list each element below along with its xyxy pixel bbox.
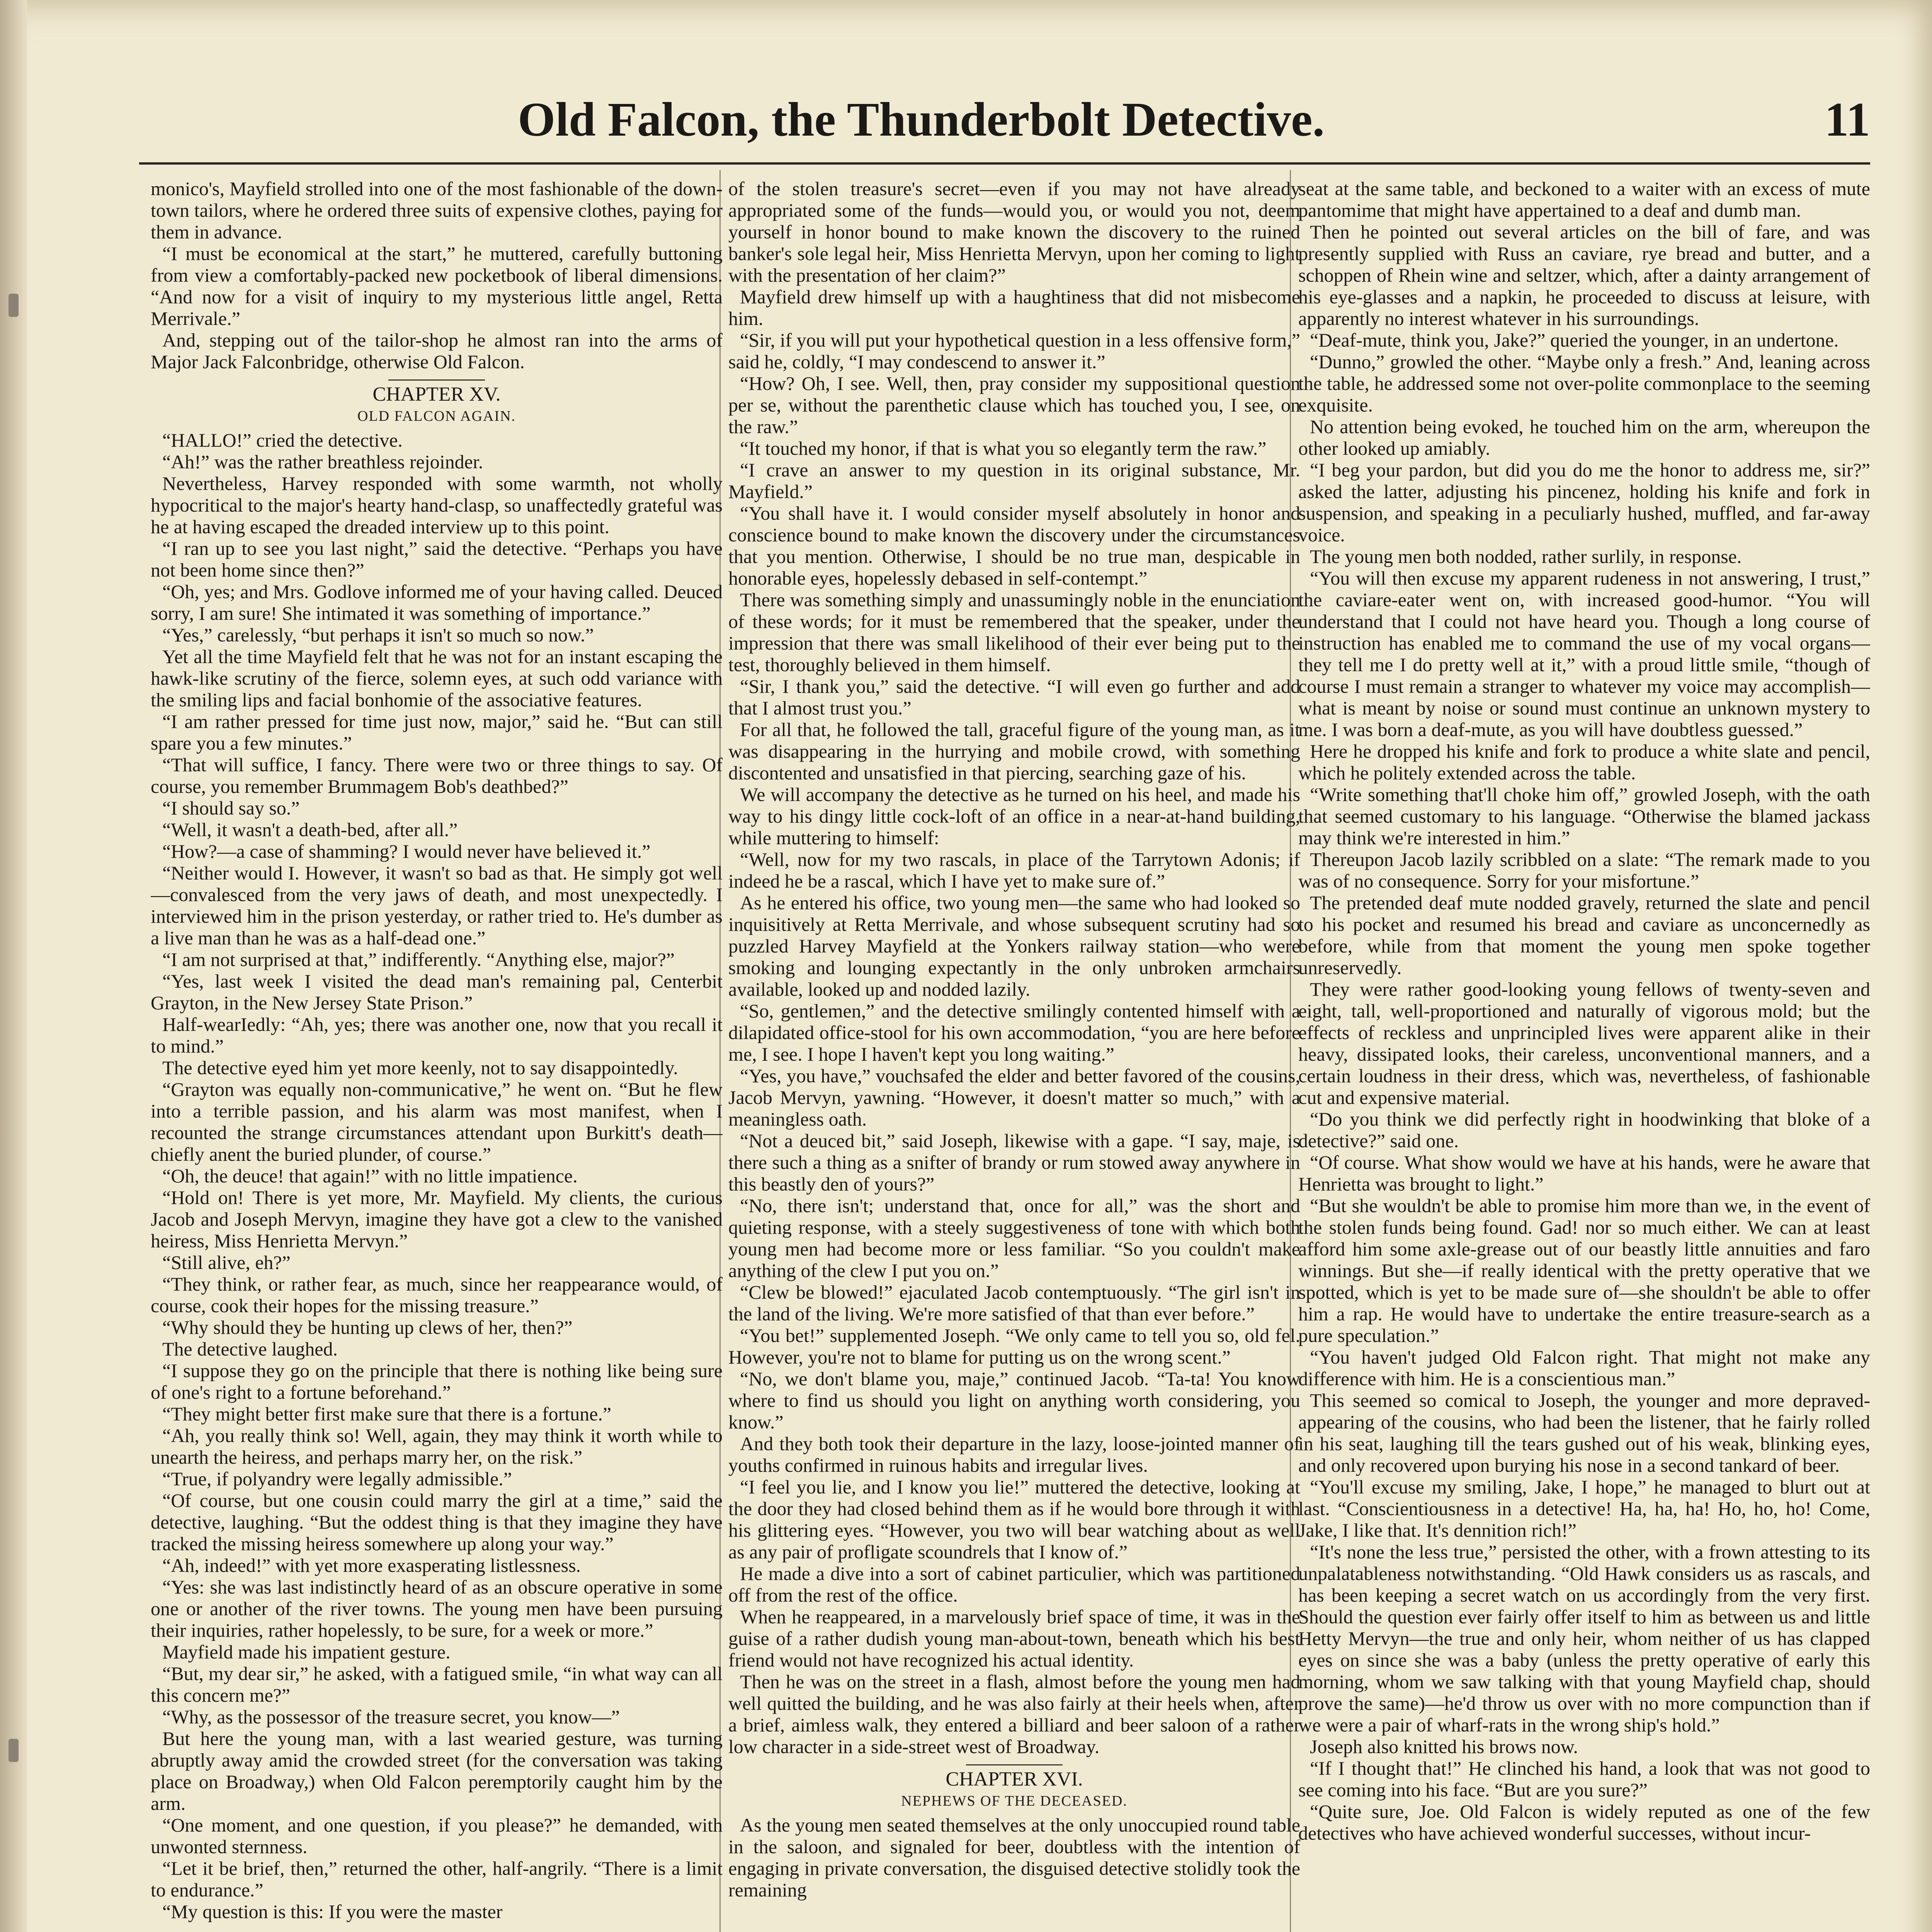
paragraph: This seemed so comical to Joseph, the younger and more depraved-appearing of the cousins, who had been the listener, that he fairly rolled in his seat, laughing till the tears gushed out of his weak, blinking eyes, and only recovered upon burying his nose in a second tankard of beer. <box>1298 1389 1870 1476</box>
text-column-3 <box>1298 178 1870 1932</box>
paragraph: And, stepping out of the tailor-shop he almost ran into the arms of Major Jack Falconbridge, otherwise Old Falcon. <box>151 329 723 372</box>
chapter-subtitle: OLD FALCON AGAIN. <box>357 408 516 424</box>
section-divider <box>388 379 485 381</box>
paragraph: “I am not surprised at that,” indifferently. “Anything else, major?” <box>162 949 675 970</box>
paragraph: Half-wearIedly: “Ah, yes; there was another one, now that you recall it to mind.” <box>151 1014 723 1057</box>
paragraph: “True, if polyandry were legally admissible.” <box>162 1468 512 1490</box>
running-head-title: Old Falcon, the Thunderbolt Detective. <box>518 93 1325 146</box>
paragraph: “Ah!” was the rather breathless rejoinder. <box>162 451 483 473</box>
paragraph: “Ah, indeed!” with yet more exasperating listlessness. <box>162 1554 581 1576</box>
paragraph: “Ah, you really think so! Well, again, they may think it worth while to unearth the heiress, and perhaps marry her, on the risk.” <box>151 1425 723 1468</box>
paragraph: They were rather good-looking young fellows of twenty-seven and eight, tall, well-proportioned and naturally of vigorous mold; but the effects of reckless and unprincipled lives were apparent alike in their heavy, dissipated looks, their careless, unconventional manners, and a certain loudness in their dress, which was, nevertheless, of fashionable cut and expensive material. <box>1298 978 1870 1108</box>
paragraph: Yet all the time Mayfield felt that he was not for an instant escaping the hawk-like scrutiny of the fierce, solemn eyes, at such odd variance with the smiling lips and facial bonhomie of the associative features. <box>151 646 723 711</box>
paragraph: “I suppose they go on the principle that there is nothing like being sure of one's right to a fortune beforehand.” <box>151 1360 723 1403</box>
paragraph: “It's none the less true,” persisted the other, with a frown attesting to its unpalatableness notwithstanding. “Old Hawk considers us as rascals, and has been keeping a secret watch on us accordingly from the very first. Should the question ever fairly offer itself to him as between us and little Hetty Mervyn—the true and only heir, whom neither of us has clapped eyes on since she was a baby (unless the pretty operative of early this morning, whom we saw talking with that young Mayfield chap, should prove the same)—he'd throw us over with no more compunction than if we were a pair of wharf-rats in the wrong ship's hold.” <box>1298 1541 1870 1736</box>
paragraph: “So, gentlemen,” and the detective smilingly contented himself with a dilapidated office-stool for his own accommodation, “you are here before me, I see. I hope I haven't kept you long waiting.” <box>728 1000 1300 1065</box>
paragraph: The young men both nodded, rather surlily, in response. <box>1310 546 1742 567</box>
paragraph: Nevertheless, Harvey responded with some warmth, not wholly hypocritical to the major's hearty hand-clasp, so unaffectedly grateful was he at having escaped the dreaded interview up to this point. <box>151 473 723 537</box>
paragraph: “Of course, but one cousin could marry the girl at a time,” said the detective, laughing. “But the oddest thing is that they imagine they have tracked the missing heiress somewhere up along your way.” <box>151 1490 723 1554</box>
paragraph: “Yes,” carelessly, “but perhaps it isn't so much so now.” <box>162 624 594 646</box>
paragraph: “My question is this: If you were the master <box>162 1901 503 1922</box>
paragraph: “Well, it wasn't a death-bed, after all.” <box>162 819 458 840</box>
paragraph: “I feel you lie, and I know you lie!” muttered the detective, looking at the door they had closed behind them as if he would bore through it with his glittering eyes. “However, you two will bear watching about as well as any pair of profligate scoundrels that I know of.” <box>728 1476 1300 1563</box>
paragraph: Mayfield drew himself up with a haughtiness that did not misbecome him. <box>728 286 1300 329</box>
staple <box>9 294 19 317</box>
paragraph: “Yes, you have,” vouchsafed the elder and better favored of the cousins, Jacob Mervyn, yawning. “However, it doesn't matter so much,” with a meaningless oath. <box>728 1065 1300 1130</box>
paragraph: “How? Oh, I see. Well, then, pray consider my suppositional question per se, without the parenthetic clause which has touched you, I see, on the raw.” <box>728 372 1300 437</box>
paragraph: “You haven't judged Old Falcon right. That might not make any difference with him. He is a conscientious man.” <box>1298 1346 1870 1389</box>
paragraph: We will accompany the detective as he turned on his heel, and made his way to his dingy little cock-loft of an office in a near-at-hand building, while muttering to himself: <box>728 784 1300 849</box>
paragraph: When he reappeared, in a marvelously brief space of time, it was in the guise of a rather dudish young man-about-town, beneath which his best friend would not have recognized his actual identity. <box>728 1606 1300 1671</box>
paragraph: “Oh, the deuce! that again!” with no little impatience. <box>162 1165 578 1187</box>
paragraph: The detective eyed him yet more keenly, not to say disappointedly. <box>162 1057 678 1078</box>
paragraph: “That will suffice, I fancy. There were two or three things to say. Of course, you remember Brummagem Bob's deathbed?” <box>151 754 723 797</box>
paragraph: “Neither would I. However, it wasn't so bad as that. He simply got well—convalesced from the very jaws of death, and most unexpectedly. I interviewed him in the prison yesterday, or rather tried to. He's dumber as a live man than he was as a half-dead one.” <box>151 862 723 949</box>
binding-gutter <box>0 0 27 1932</box>
header-rule <box>139 162 1870 165</box>
paragraph: “You'll excuse my smiling, Jake, I hope,” he managed to blurt out at last. “Conscientiousness in a detective! Ha, ha, ha! Ho, ho, ho! Come, Jake, I like that. It's dennition rich!” <box>1298 1476 1870 1541</box>
paragraph: “They might better first make sure that there is a fortune.” <box>162 1403 612 1425</box>
chapter-heading: CHAPTER XV. <box>372 383 501 405</box>
paragraph: “Oh, yes; and Mrs. Godlove informed me of your having called. Deuced sorry, I am sure! She intimated it was something of importance.” <box>151 581 723 624</box>
paragraph: “Sir, I thank you,” said the detective. “I will even go further and add that I almost trust you.” <box>728 675 1300 719</box>
paragraph: “No, there isn't; understand that, once for all,” was the short and quieting response, with a steely suggestiveness of tone with which both young men had become more or less familiar. “So you couldn't make anything of the clew I put you on.” <box>728 1195 1300 1281</box>
chapter-subtitle: NEPHEWS OF THE DECEASED. <box>901 1793 1128 1809</box>
paragraph: “Not a deuced bit,” said Joseph, likewise with a gape. “I say, maje, is there such a thing as a snifter of brandy or rum stowed away anywhere in this beastly den of yours?” <box>728 1130 1300 1195</box>
paragraph: “Grayton was equally non-communicative,” he went on. “But he flew into a terrible passion, and his alarm was most manifest, when I recounted the strange circumstances attendant upon Burkitt's death—chiefly anent the buried plunder, of course.” <box>151 1078 723 1165</box>
paragraph: There was something simply and unassumingly noble in the enunciation of these words; for it must be remembered that the speaker, under the impression that there was small likelihood of their ever being put to the test, thoroughly believed in them himself. <box>728 589 1300 675</box>
paragraph: seat at the same table, and beckoned to a waiter with an excess of mute pantomime that might have appertained to a deaf and dumb man. <box>1298 178 1870 221</box>
paragraph: “You shall have it. I would consider myself absolutely in honor and conscience bound to make known the discovery under the circumstances that you mention. Otherwise, I should be no true man, despicable in honorable eyes, hopelessly debased in self-contempt.” <box>728 502 1300 589</box>
paragraph: “I crave an answer to my question in its original substance, Mr. Mayfield.” <box>728 459 1300 502</box>
paragraph: “Of course. What show would we have at his hands, were he aware that Henrietta was brought to light.” <box>1298 1151 1870 1195</box>
paragraph: “I ran up to see you last night,” said the detective. “Perhaps you have not been home since then?” <box>151 537 723 581</box>
text-column-1 <box>151 178 723 1932</box>
paragraph: The pretended deaf mute nodded gravely, returned the slate and pencil to his pocket and resumed his bread and caviare as unconcernedly as before, while from that moment the young men spoke together unreservedly. <box>1298 892 1870 978</box>
paragraph: “One moment, and one question, if you please?” he demanded, with unwonted sternness. <box>151 1814 723 1857</box>
paragraph: “It touched my honor, if that is what you so elegantly term the raw.” <box>740 437 1267 459</box>
paragraph: “I beg your pardon, but did you do me the honor to address me, sir?” asked the latter, adjusting his pincenez, holding his knife and fork in suspension, and speaking in a peculiarly hushed, muffled, and far-away voice. <box>1298 459 1870 546</box>
paragraph: As he entered his office, two young men—the same who had looked so inquisitively at Retta Merrivale, and whose subsequent scrutiny had so puzzled Harvey Mayfield at the Yonkers railway station—who were smoking and lounging expectantly in the only unbroken armchairs available, looked up and nodded lazily. <box>728 892 1300 1000</box>
paragraph: “You bet!” supplemented Joseph. “We only came to tell you so, old fel. However, you're not to blame for putting us on the wrong scent.” <box>728 1325 1300 1368</box>
paragraph: No attention being evoked, he touched him on the arm, whereupon the other looked up amiably. <box>1298 416 1870 459</box>
paragraph: “You will then excuse my apparent rudeness in not answering, I trust,” the caviare-eater went on, with increased good-humor. “You will understand that I could not have heard you. Though a long course of instruction has enabled me to command the use of my vocal organs—they tell me I do pretty well at it,” with a proud little smile, “though of course I must remain a stranger to whatever my voice may accomplish—what is meant by noise or sound must continue an unknown mystery to me. I was born a deaf-mute, as you will have doubtless guessed.” <box>1298 567 1870 740</box>
paragraph: Then he was on the street in a flash, almost before the young men had well quitted the building, and he was also fairly at their heels when, after a brief, aimless walk, they entered a billiard and beer saloon of a rather low character in a side-street west of Broadway. <box>728 1671 1300 1757</box>
paragraph: Mayfield made his impatient gesture. <box>162 1641 451 1663</box>
paragraph: For all that, he followed the tall, graceful figure of the young man, as it was disappearing in the hurrying and mobile crowd, with something discontented and unsatisfied in that piercing, searching gaze of his. <box>728 719 1300 784</box>
section-divider <box>966 1764 1063 1765</box>
paragraph: “Quite sure, Joe. Old Falcon is widely reputed as one of the few detectives who have achieved wonderful successes, without incur- <box>1298 1801 1870 1844</box>
paragraph: “Still alive, eh?” <box>162 1252 291 1273</box>
paragraph: “Do you think we did perfectly right in hoodwinking that bloke of a detective?” said one. <box>1298 1108 1870 1151</box>
paragraph: “Dunno,” growled the other. “Maybe only a fresh.” And, leaning across the table, he addressed some not over-polite commonplace to the seeming exquisite. <box>1298 351 1870 416</box>
paragraph: “If I thought that!” He clinched his hand, a look that was not good to see coming into his face. “But are you sure?” <box>1298 1757 1870 1801</box>
text-column-2 <box>728 178 1300 1932</box>
paragraph: “No, we don't blame you, maje,” continued Jacob. “Ta-ta! You know where to find us should you light on anything worth considering, you know.” <box>728 1368 1300 1433</box>
paragraph: “I must be economical at the start,” he muttered, carefully buttoning from view a comfortably-packed new pocketbook of liberal dimensions. “And now for a visit of inquiry to my mysterious little angel, Retta Merrivale.” <box>151 243 723 329</box>
chapter-heading: CHAPTER XVI. <box>946 1768 1083 1790</box>
paragraph: As the young men seated themselves at the only unoccupied round table in the saloon, and signaled for beer, doubtless with the intention of engaging in private conversation, the disguised detective stolidly took the remaining <box>728 1814 1300 1901</box>
paragraph: “They think, or rather fear, as much, since her reappearance would, of course, cook their hopes for the missing treasure.” <box>151 1273 723 1316</box>
paragraph: “I should say so.” <box>162 797 300 819</box>
paragraph: Thereupon Jacob lazily scribbled on a slate: “The remark made to you was of no consequence. Sorry for your misfortune.” <box>1298 849 1870 892</box>
paragraph: “Sir, if you will put your hypothetical question in a less offensive form,” said he, coldly, “I may condescend to answer it.” <box>728 329 1300 372</box>
paragraph: “Hold on! There is yet more, Mr. Mayfield. My clients, the curious Jacob and Joseph Mervyn, imagine they have got a clew to the vanished heiress, Miss Henrietta Mervyn.” <box>151 1187 723 1252</box>
paragraph: “Well, now for my two rascals, in place of the Tarrytown Adonis; if indeed he be a rascal, which I have yet to make sure of.” <box>728 849 1300 892</box>
paragraph: “Let it be brief, then,” returned the other, half-angrily. “There is a limit to endurance.” <box>151 1857 723 1901</box>
paragraph: “Yes, last week I visited the dead man's remaining pal, Centerbit Grayton, in the New Jersey State Prison.” <box>151 970 723 1014</box>
paragraph: Here he dropped his knife and fork to produce a white slate and pencil, which he politely extended across the table. <box>1298 740 1870 784</box>
paragraph: “Write something that'll choke him off,” growled Joseph, with the oath that seemed customary to his language. “Otherwise the blamed jackass may think we're interested in him.” <box>1298 784 1870 849</box>
paragraph: of the stolen treasure's secret—even if you may not have already appropriated some of the funds—would you, or would you not, deem yourself in honor bound to make known the discovery to the ruined banker's sole legal heir, Miss Henrietta Mervyn, upon her coming to light with the presentation of her claim?” <box>728 178 1300 286</box>
paragraph: “Deaf-mute, think you, Jake?” queried the younger, in an undertone. <box>1310 329 1839 351</box>
paragraph: “But, my dear sir,” he asked, with a fatigued smile, “in what way can all this concern me?” <box>151 1663 723 1706</box>
paragraph: “I am rather pressed for time just now, major,” said he. “But can still spare you a few minutes.” <box>151 711 723 754</box>
paragraph: Then he pointed out several articles on the bill of fare, and was presently supplied with Russ an caviare, rye bread and butter, and a schoppen of Rhein wine and seltzer, which, after a dainty arrangement of his eye-glasses and a napkin, he proceeded to discuss at leisure, with apparently no interest whatever in his surroundings. <box>1298 221 1870 329</box>
paragraph: “Clew be blowed!” ejaculated Jacob contemptuously. “The girl isn't in the land of the living. We're more satisfied of that than ever before.” <box>728 1281 1300 1325</box>
page-number: 11 <box>1824 93 1870 146</box>
staple <box>9 1739 19 1762</box>
paragraph: “Why should they be hunting up clews of her, then?” <box>162 1316 573 1338</box>
paragraph: “Yes: she was last indistinctly heard of as an obscure operative in some one or another of the river towns. The young men have been pursuing their inquiries, rather hopelessly, to be sure, for a week or more.” <box>151 1576 723 1641</box>
paragraph: monico's, Mayfield strolled into one of the most fashionable of the down-town tailors, where he ordered three suits of expensive clothes, paying for them in advance. <box>151 178 723 243</box>
paragraph: Joseph also knitted his brows now. <box>1310 1736 1578 1757</box>
paragraph: “But she wouldn't be able to promise him more than we, in the event of the stolen funds being found. Gad! nor so much either. We can at least afford him some axle-grease out of our beastly little annuities and faro winnings. But she—if really identical with the pretty operative that we spotted, which is yet to be made sure of—she shouldn't be able to offer him a rap. He would have to undertake the entire treasure-search as a pure speculation.” <box>1298 1195 1870 1346</box>
paragraph: He made a dive into a sort of cabinet particulier, which was partitioned off from the rest of the office. <box>728 1563 1300 1606</box>
paragraph: “How?—a case of shamming? I would never have believed it.” <box>162 840 651 862</box>
paragraph: “HALLO!” cried the detective. <box>162 429 403 451</box>
paragraph: The detective laughed. <box>162 1338 338 1360</box>
paragraph: But here the young man, with a last wearied gesture, was turning abruptly away amid the crowded street (for the conversation was taking place on Broadway,) when Old Falcon peremptorily caught him by the arm. <box>151 1728 723 1814</box>
paragraph: And they both took their departure in the lazy, loose-jointed manner of youths confirmed in ruinous habits and irregular lives. <box>728 1433 1300 1476</box>
paragraph: “Why, as the possessor of the treasure secret, you know—” <box>162 1706 620 1728</box>
